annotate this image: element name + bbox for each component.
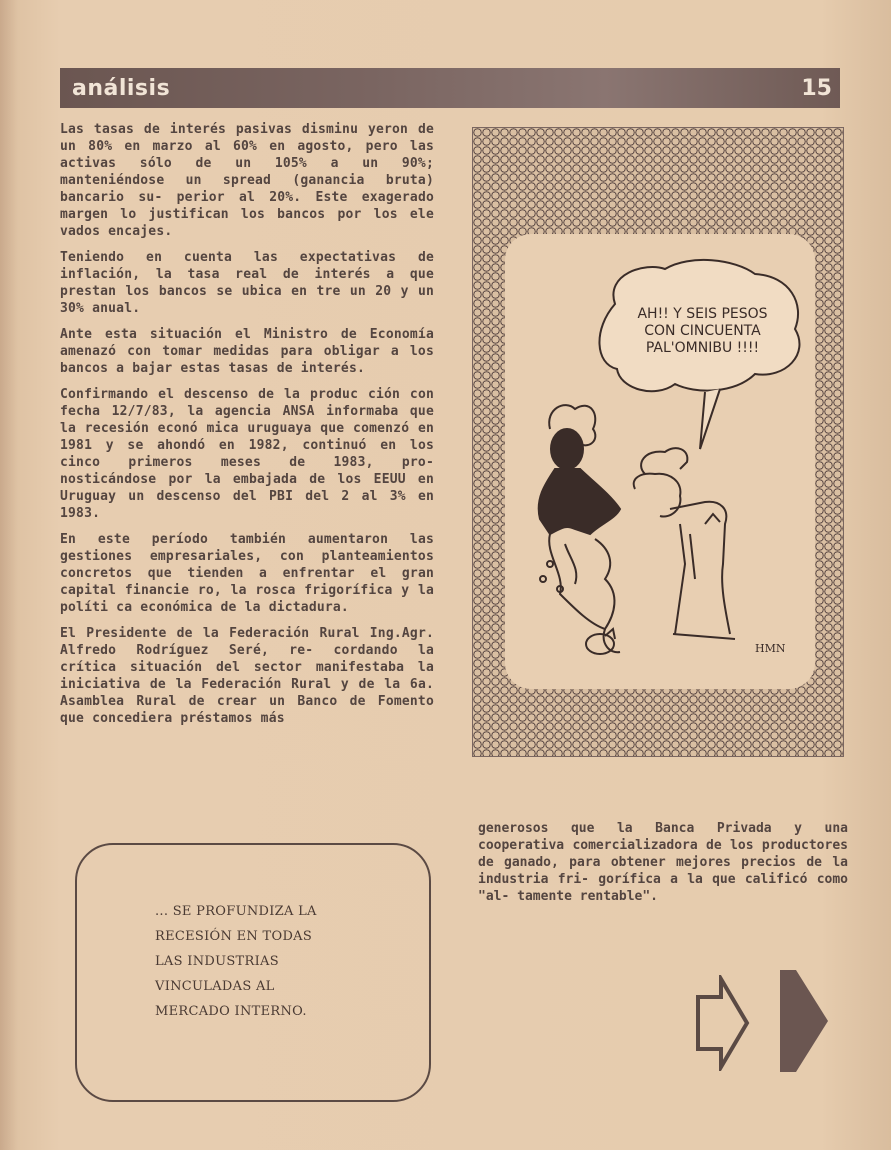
page-number: 15 — [801, 76, 832, 101]
speech-bubble-tail — [700, 389, 720, 449]
paragraph-business: En este período también aumentaron las gestiones empresariales, con planteamientos concretos que tienden a enfrentar el gran capital financie ro, la rosca frigorífica y la políti ca económica de la dictadura. — [60, 532, 434, 615]
paragraph-continuation: generosos que la Banca Privada y una cooperativa comercializadora de los productores de ganado, para obtener mejores precios de la industria fri- gorífica a la que calificó como "al- tamente rentable". — [478, 821, 848, 904]
paragraph-recession: Confirmando el descenso de la produc ción con fecha 12/7/83, la agencia ANSA informaba que la recesión econó mica uruguaya que comenzó en 1981 y se ahondó en 1982, continuó en los cinco primeros meses de 1983, pro- nosticándose por la embajada de los EEUU en Uruguay un descenso del PBI del 2 al 3% en 1983. — [60, 387, 434, 521]
cartoon-panel — [505, 234, 815, 689]
paragraph-federation: El Presidente de la Federación Rural Ing.Agr. Alfredo Rodríguez Seré, re- cordando la crítica situación del sector manifestaba la iniciativa de la Federación Rural y de la 6a. Asamblea Rural de crear un Banco de Fomento que concediera préstamos más — [60, 626, 434, 726]
article-left-column — [60, 121, 434, 736]
woman-figure — [539, 405, 620, 652]
solid-arrow-icon — [778, 966, 830, 1076]
cartoon-illustration — [505, 234, 815, 689]
speech-bubble-text: AH!! Y SEIS PESOS CON CINCUENTA PAL'OMNIBU !!!! — [637, 306, 768, 356]
callout-box — [75, 843, 431, 1102]
outline-arrow-icon — [695, 975, 751, 1071]
artist-signature: HMN — [755, 642, 786, 655]
section-label: análisis — [72, 76, 171, 101]
callout-text: ... SE PROFUNDIZA LA RECESIÓN EN TODAS LAS INDUSTRIAS VINCULADAS AL MERCADO INTERNO. — [155, 904, 317, 1019]
small-creature — [586, 629, 615, 654]
paragraph-interest-rates: Las tasas de interés pasivas disminu yeron de un 80% en marzo al 60% en agosto, pero las activas sólo de un 105% a un 90%; manteniéndose un spread (ganancia bruta) bancario su- perior al 20%. Este exagerado margen lo justifican los bancos por los ele vados encajes. — [60, 122, 434, 239]
section-header-bar — [60, 68, 840, 108]
paragraph-inflation: Teniendo en cuenta las expectativas de inflación, la tasa real de interés a que prestan los bancos se ubica en tre un 20 y un 30% anual. — [60, 250, 434, 316]
man-figure — [634, 448, 735, 639]
cartoon-frame — [472, 127, 844, 757]
paragraph-minister: Ante esta situación el Ministro de Economía amenazó con tomar medidas para obligar a los bancos a bajar estas tasas de interés. — [60, 327, 434, 376]
